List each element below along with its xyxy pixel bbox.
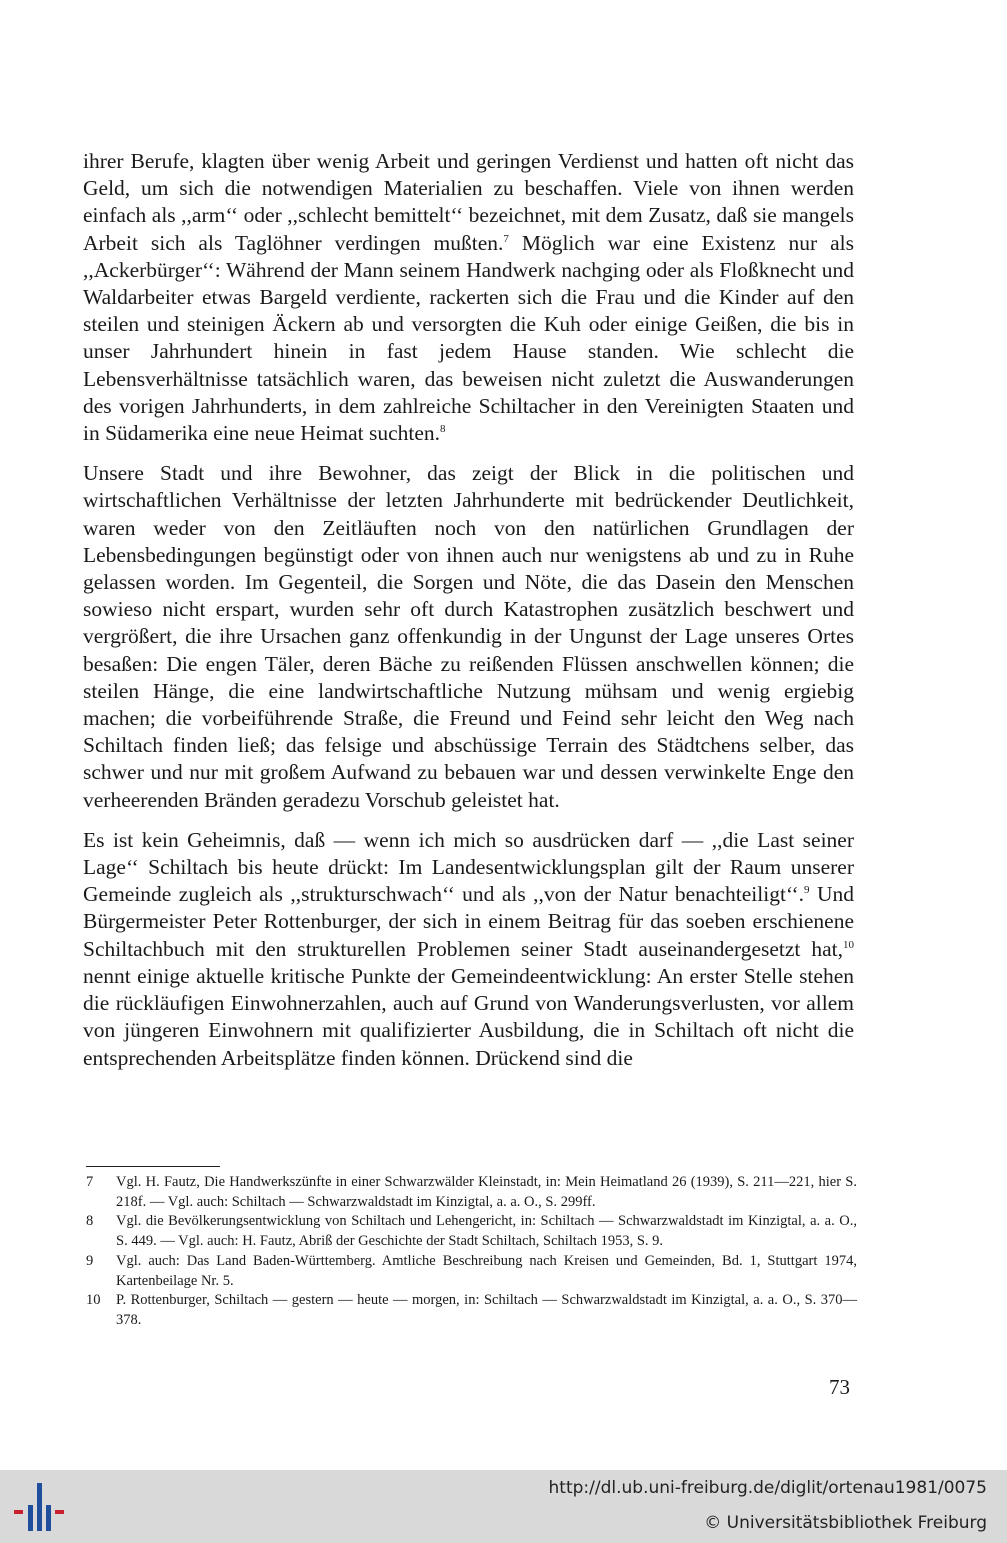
paragraph-3-text-c: nennt einige aktuelle kritische Punkte der Gemeindeentwicklung: An erster Stelle stehen die rückläufigen Einwohnerzahlen, auch auf Grund von Wanderungsverlusten, vor allem von jüngeren Einwohnern mit qualifizierter Ausbildung, die in Schiltach oft nicht die entsprechenden Arbeitsplätze finden können. Drückend sind die [83,963,854,1070]
footnote-ref-9[interactable]: 9 [804,884,810,897]
paragraph-3-text-b: Und Bürgermeister Peter Rottenburger, der sich in einem Beitrag für das soeben erschienene Schiltachbuch mit den strukturellen Problemen seiner Stadt auseinandergesetzt hat, [83,882,854,961]
copyright-notice: © Universitätsbibliothek Freiburg [704,1513,987,1533]
page-body [83,148,854,1085]
permalink-url[interactable]: http://dl.ub.uni-freiburg.de/diglit/ortenau1981/0075 [548,1478,987,1498]
library-footer-bar [0,1470,1007,1543]
footnote-number: 10 [86,1292,101,1309]
footnote-10 [86,1291,857,1330]
footnote-number: 7 [86,1174,94,1190]
page-number: 73 [829,1375,850,1399]
footnote-7 [86,1173,857,1212]
paragraph-1 [83,148,854,447]
footnotes [86,1173,857,1331]
paragraph-3 [83,827,854,1072]
footnote-text: Vgl. die Bevölkerungsentwicklung von Schiltach und Lehengericht, in: Schiltach — Schwarzwaldstadt im Kinzigtal, a. a. O., S. 449. — Vgl. auch: H. Fautz, Abriß der Geschichte der Stadt Schiltach, Schiltach 1953, S. 9. [116,1213,857,1250]
footnote-number: 9 [86,1252,94,1269]
footnote-8 [86,1212,857,1251]
footnote-ref-8[interactable]: 8 [440,422,446,435]
paragraph-1-text-b: Möglich war eine Existenz nur als ,,Ackerbürger‘‘: Während der Mann seinem Handwerk nachging oder als Floßknecht und Waldarbeiter etwas Bargeld verdiente, rackerten sich die Frau und die Kinder auf den steilen und steinigen Äckern ab und versorgten die Kuh oder einige Geißen, die bis in unser Jahrhundert hinein in fast jedem Hause standen. Wie schlecht die Lebensverhältnisse tatsächlich waren, das beweisen nicht zuletzt die Auswanderungen des vorigen Jahrhunderts, in dem zahlreiche Schiltacher in den Vereinigten Staaten und in Südamerika eine neue Heimat suchten. [83,230,854,446]
paragraph-3-text-a: Es ist kein Geheimnis, daß — wenn ich mich so ausdrücken darf — ,,die Last seiner Lage‘‘ Schiltach bis heute drückt: Im Landesentwicklungsplan gilt der Raum unserer Gemeinde zugleich als ,,strukturschwach‘‘ und als ,,von der Natur benachteiligt‘‘. [83,827,854,907]
footnote-9 [86,1252,857,1291]
footnote-text: Vgl. auch: Das Land Baden-Württemberg. Amtliche Beschreibung nach Kreisen und Gemeinden, Bd. 1, Stuttgart 1974, Kartenbeilage Nr. 5. [116,1252,857,1289]
footnote-number: 8 [86,1213,94,1230]
footnote-ref-10[interactable]: 10 [843,938,854,951]
footnote-ref-7[interactable]: 7 [503,232,509,245]
footnote-text: Vgl. H. Fautz, Die Handwerkszünfte in einer Schwarzwälder Kleinstadt, in: Mein Heimatland 26 (1939), S. 211—221, hier S. 218f. — Vgl. auch: Schiltach — Schwarzwaldstadt im Kinzigtal, a. a. O., S. 299ff. [116,1174,857,1210]
footnote-divider [86,1166,220,1167]
footnote-text: P. Rottenburger, Schiltach — gestern — heute — morgen, in: Schiltach — Schwarzwaldstadt im Kinzigtal, a. a. O., S. 370—378. [116,1292,857,1328]
paragraph-2: Unsere Stadt und ihre Bewohner, das zeigt der Blick in die politischen und wirtschaftlichen Verhältnisse der letzten Jahrhunderte mit bedrückender Deutlichkeit, waren weder von den Zeitläuften noch von den natürlichen Grundlagen der Lebensbedingungen begünstigt oder von ihnen auch nur wenigstens ab und zu in Ruhe gelassen worden. Im Gegenteil, die Sorgen und Nöte, die das Dasein den Menschen sowieso nicht erspart, wurden sehr oft durch Katastrophen zusätzlich beschwert und vergrößert, die ihre Ursachen ganz offenkundig in der Ungunst der Lage unseres Ortes besaßen: Die engen Täler, deren Bäche zu reißenden Flüssen anschwellen können; die steilen Hänge, die eine landwirtschaftliche Nutzung mühsam und wenig ergiebig machen; die vorbeiführende Straße, die Freund und Feind sehr leicht den Weg nach Schiltach finden ließ; das felsige und abschüssige Terrain des Städtchens selber, das schwer und nur mit großem Aufwand zu bebauen war und dessen verwinkelte Enge den verheerenden Bränden geradezu Vorschub geleistet hat. [83,461,854,812]
paragraph-1-text-a: ihrer Berufe, klagten über wenig Arbeit und geringen Verdienst und hatten oft nicht das Geld, um sich die notwendigen Materialien zu beschaffen. Viele von ihnen werden einfach als ,,arm‘‘ oder ,,schlecht bemittelt‘‘ bezeichnet, mit dem Zusatz, daß sie mangels Arbeit sich als Taglöhner verdingen mußten. [83,149,854,255]
ub-freiburg-logo-icon[interactable] [14,1483,64,1531]
